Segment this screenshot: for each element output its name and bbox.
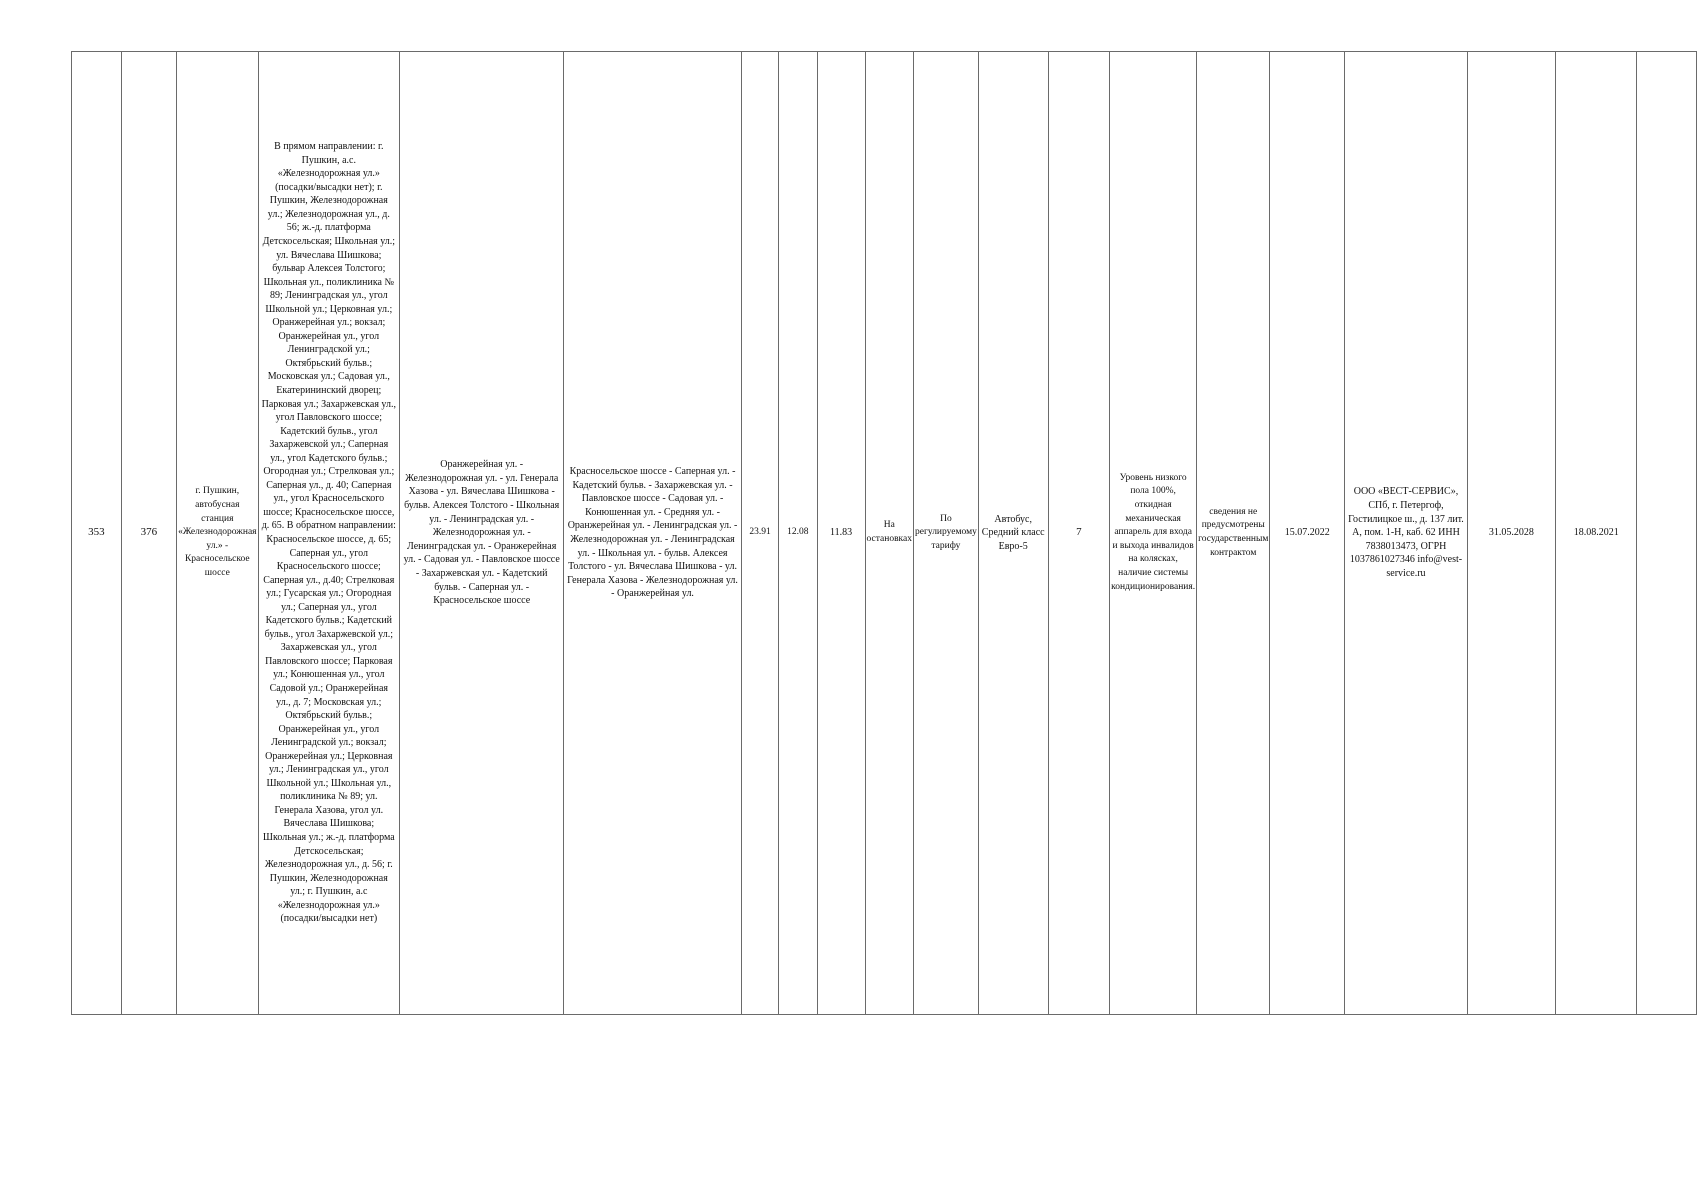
vehicle-features-cell: Уровень низкого пола 100%, откидная механическая аппарель для входа и выхода инвалидов на колясках, наличие системы кондиционирования. [1110,52,1197,1015]
length-forward-cell: 23.91 [741,52,778,1015]
registry-number-cell: 353 [72,52,122,1015]
intermediate-stops-cell: В прямом направлении: г. Пушкин, а.с. «Железнодорожная ул.» (посадки/высадки нет); г. Пушкин, Железнодорожная ул.; Железнодорожная ул., д. 56; ж.-д. платформа Детскосельская; Школьная ул.; ул. Вячеслава Шишкова; бульвар Алексея Толстого; Школьная ул., поликлиника № 89; Ленинградская ул., угол Школьной ул.; Церковная ул.; Оранжерейная ул.; вокзал; Оранжерейная ул., угол Ленинградской ул.; Октябрьский бульв.; Московская ул.; Садовая ул., Екатерининский дворец; Парковая ул.; Захаржевская ул., угол Павловского шоссе; Кадетский бульв., угол Захаржевской ул.; Саперная ул., угол Кадетского бульв.; Огородная ул.; Стрелковая ул.; Саперная ул., д. 40; Саперная ул., угол Красносельского шоссе; Красносельское шоссе, д. 65. В обратном направлении: Красносельское шоссе, д. 65; Саперная ул., угол Красносельского шоссе; Саперная ул., д.40; Стрелковая ул.; Гусарская ул.; Огородная ул.; Саперная ул., угол Кадетского бульв.; Кадетский бульв., угол Захаржевской ул.; Захаржевская ул., угол Павловского шоссе; Парковая ул.; Конюшенная ул., угол Садовой ул.; Оранжерейная ул., д. 7; Московская ул.; Октябрьский бульв.; Оранжерейная ул., угол Ленинградской ул.; вокзал; Оранжерейная ул.; Церковная ул.; Ленинградская ул., угол Школьной ул.; Школьная ул., поликлиника № 89; ул. Генерала Хазова, угол ул. Вячеслава Шишкова; Школьная ул.; ж.-д. платформа Детскосельская; Железнодорожная ул., д. 56; г. Пушкин, Железнодорожная ул.; г. Пушкин, а.с «Железнодорожная ул.» (посадки/высадки нет) [258,52,400,1015]
length-other-cell: 11.83 [817,52,865,1015]
vehicle-count-cell: 7 [1048,52,1110,1015]
carrier-cell: ООО «ВЕСТ-СЕРВИС», СПб, г. Петергоф, Гостилицкое ш., д. 137 лит. А, пом. 1-Н, каб. 62 ИНН 7838013473, ОГРН 1037861027346 info@vest-service.ru [1345,52,1468,1015]
route-number-cell: 376 [121,52,176,1015]
length-backward-cell: 12.08 [779,52,817,1015]
route-name-cell: г. Пушкин, автобусная станция «Железнодорожная ул.» - Красносельское шоссе [177,52,258,1015]
date-end-cell: 31.05.2028 [1467,52,1555,1015]
route-registry-table [71,51,1697,1015]
boarding-order-cell: На остановках [865,52,913,1015]
streets-forward-cell: Оранжерейная ул. - Железнодорожная ул. - ул. Генерала Хазова - ул. Вячеслава Шишкова - бульв. Алексея Толстого - Школьная ул. - Ленинградская ул. - Железнодорожная ул. - Ленинградская ул. - Оранжерейная ул. - Садовая ул. - Павловское шоссе - Захаржевская ул. - Кадетский бульв. - Саперная ул. - Красносельское шоссе [400,52,564,1015]
date-registered-cell: 18.08.2021 [1555,52,1637,1015]
date-start-cell: 15.07.2022 [1270,52,1345,1015]
tariff-type-cell: По регулируемому тарифу [914,52,979,1015]
vehicle-info-cell: Автобус, Средний класс Евро-5 [978,52,1048,1015]
contract-info-cell: сведения не предусмотрены государственным контрактом [1197,52,1270,1015]
streets-backward-cell: Красносельское шоссе - Саперная ул. - Кадетский бульв. - Захаржевская ул. - Павловское шоссе - Садовая ул. - Конюшенная ул. - Средняя ул. - Оранжерейная ул. - Ленинградская ул. - Железнодорожная ул. - Ленинградская ул. - Школьная ул. - бульв. Алексея Толстого - ул. Вячеслава Шишкова - ул. Генерала Хазова - Железнодорожная ул. - Оранжерейная ул. [564,52,742,1015]
table-row [72,52,1697,1015]
extra-cell [1637,52,1697,1015]
